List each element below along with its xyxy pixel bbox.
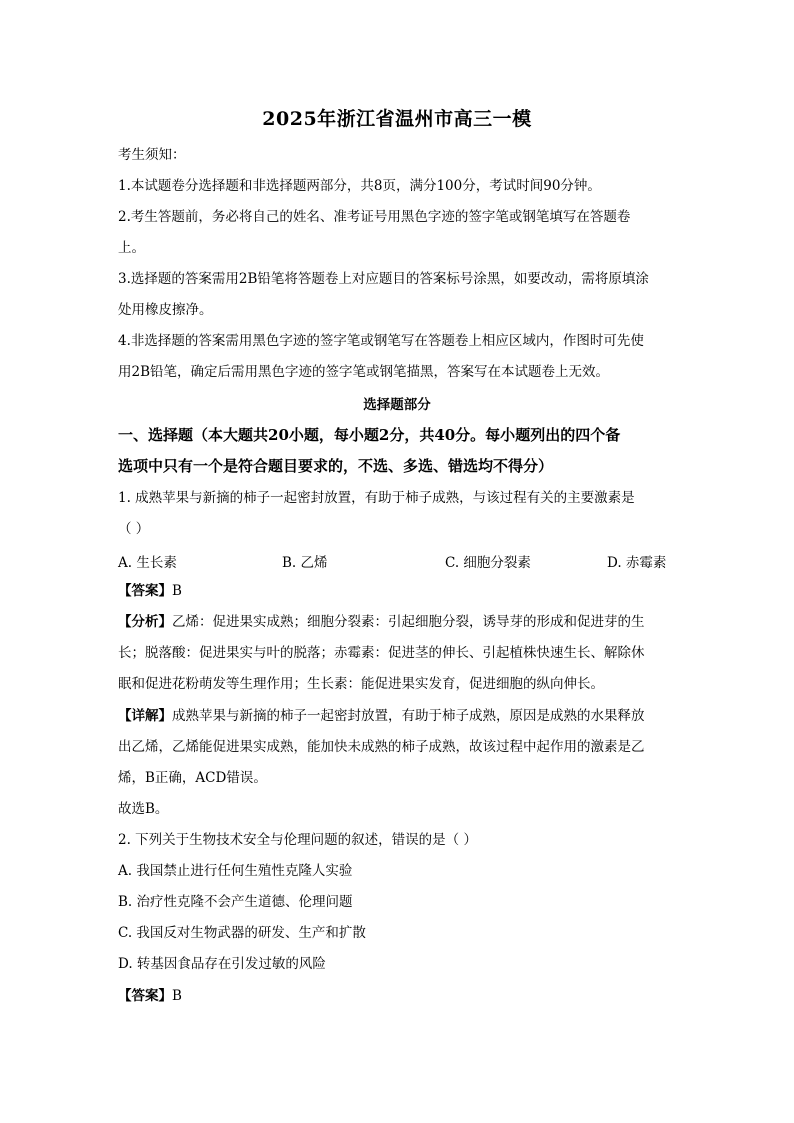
question-1-stem: 1. 成熟苹果与新摘的柿子一起密封放置，有助于柿子成熟，与该过程有关的主要激素是 bbox=[118, 490, 635, 506]
notice-item-4: 4.非选择题的答案需用黑色字迹的签字笔或钢笔写在答题卷上相应区域内，作图时可先使 bbox=[118, 333, 644, 349]
section-heading-cont: 选项中只有一个是符合题目要求的，不选、多选、错选均不得分） bbox=[118, 457, 554, 475]
question-1-analysis-cont-2: 眠和促进花粉萌发等生理作用；生长素：能促进果实发育，促进细胞的纵向伸长。 bbox=[118, 676, 604, 692]
section-heading: 一、选择题（本大题共20小题，每小题2分，共40分。每小题列出的四个备 bbox=[118, 426, 621, 444]
detail-text: 成熟苹果与新摘的柿子一起密封放置，有助于柿子成熟，原因是成熟的水果释放 bbox=[172, 708, 645, 724]
question-1-detail-cont-2: 烯，B正确，ACD错误。 bbox=[118, 770, 267, 786]
question-2-stem: 2. 下列关于生物技术安全与伦理问题的叙述，错误的是（ ） bbox=[118, 832, 477, 848]
answer-value: B bbox=[172, 583, 182, 599]
question-1-conclusion: 故选B。 bbox=[118, 801, 169, 817]
notice-item-2: 2.考生答题前，务必将自己的姓名、准考证号用黑色字迹的签字笔或钢笔填写在答题卷 bbox=[118, 209, 631, 225]
question-1-option-d: D. 赤霉素 bbox=[607, 555, 667, 571]
question-2-option-d: D. 转基因食品存在引发过敏的风险 bbox=[118, 956, 326, 972]
notice-item-2-cont: 上。 bbox=[118, 240, 145, 256]
notice-item-1: 1.本试题卷分选择题和非选择题两部分，共8页，满分100分，考试时间90分钟。 bbox=[118, 178, 601, 194]
question-1-detail bbox=[118, 707, 645, 725]
answer-value: B bbox=[172, 988, 182, 1004]
question-1-option-a: A. 生长素 bbox=[118, 555, 177, 571]
answer-tag: 【答案】 bbox=[118, 988, 172, 1004]
analysis-text: 乙烯：促进果实成熟；细胞分裂素：引起细胞分裂，诱导芽的形成和促进芽的生 bbox=[172, 614, 645, 630]
question-1-analysis bbox=[118, 613, 645, 631]
detail-tag: 【详解】 bbox=[118, 708, 172, 724]
question-1-analysis-cont: 长；脱落酸：促进果实与叶的脱落；赤霉素：促进茎的伸长、引起植株快速生长、解除休 bbox=[118, 645, 645, 661]
notice-item-3-cont: 处用橡皮擦净。 bbox=[118, 302, 213, 318]
question-2-option-b: B. 治疗性克隆不会产生道德、伦理问题 bbox=[118, 894, 353, 910]
page-title: 2025年浙江省温州市高三一模 bbox=[262, 108, 532, 130]
question-1-option-c: C. 细胞分裂素 bbox=[445, 555, 531, 571]
notice-heading: 考生须知： bbox=[118, 147, 186, 163]
part-heading: 选择题部分 bbox=[363, 397, 431, 413]
question-2-answer bbox=[118, 987, 182, 1005]
question-2-option-c: C. 我国反对生物武器的研发、生产和扩散 bbox=[118, 925, 366, 941]
answer-tag: 【答案】 bbox=[118, 583, 172, 599]
notice-item-4-cont: 用2B铅笔，确定后需用黑色字迹的签字笔或钢笔描黑，答案写在本试题卷上无效。 bbox=[118, 364, 610, 380]
question-1-detail-cont: 出乙烯，乙烯能促进果实成熟，能加快未成熟的柿子成熟，故该过程中起作用的激素是乙 bbox=[118, 739, 645, 755]
question-2-option-a: A. 我国禁止进行任何生殖性克隆人实验 bbox=[118, 863, 353, 879]
question-1-blank: （ ） bbox=[118, 521, 150, 537]
question-1-answer bbox=[118, 582, 182, 600]
notice-item-3: 3.选择题的答案需用2B铅笔将答题卷上对应题目的答案标号涂黑，如要改动，需将原填涂 bbox=[118, 271, 649, 287]
question-1-option-b: B. 乙烯 bbox=[282, 555, 328, 571]
analysis-tag: 【分析】 bbox=[118, 614, 172, 630]
